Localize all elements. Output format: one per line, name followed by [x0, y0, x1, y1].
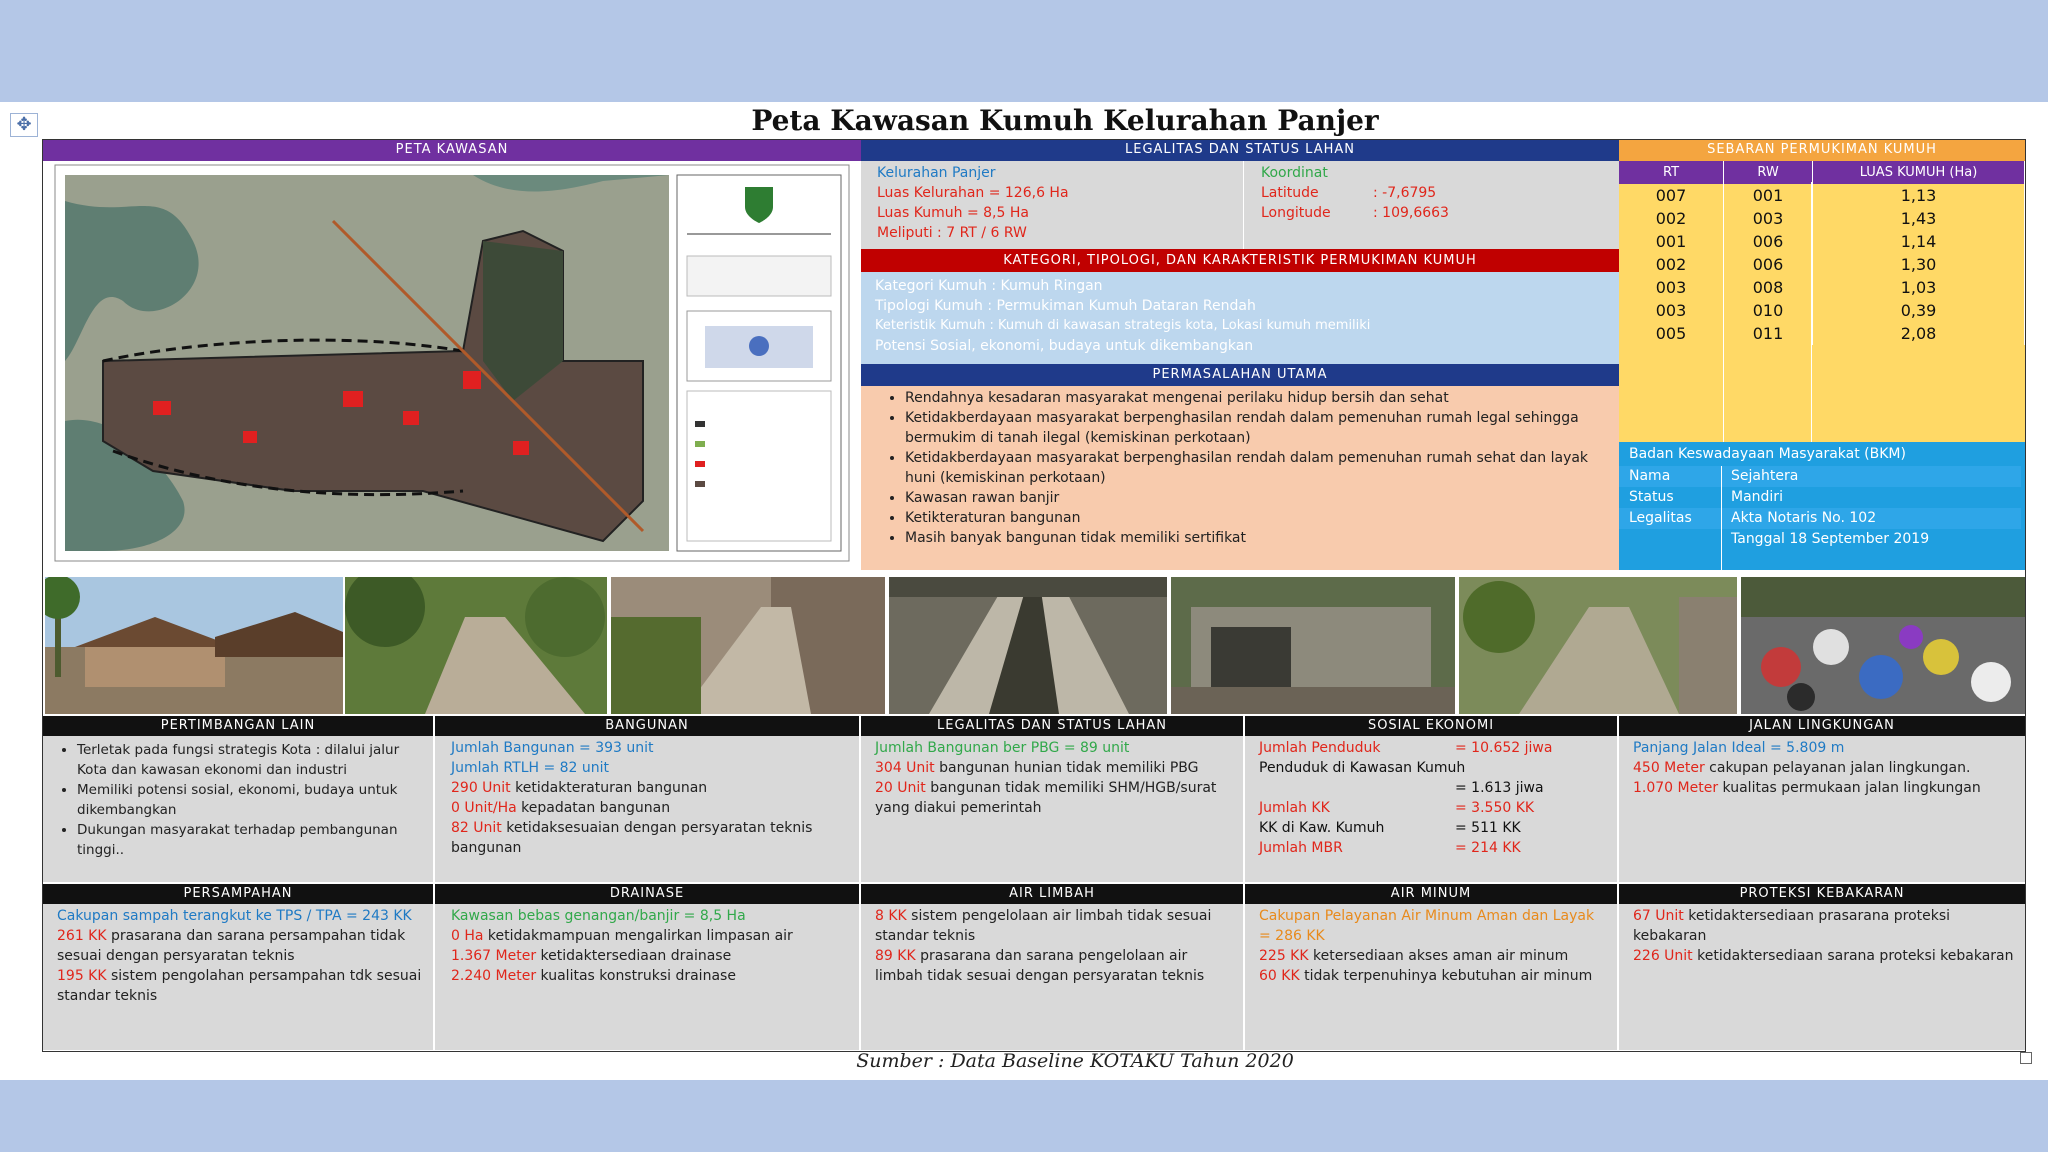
stat-desc: ketidaktersediaan prasarana proteksi kebakaran: [1633, 908, 1951, 944]
permasalahan-header: PERMASALAHAN UTAMA: [861, 364, 1619, 386]
photo-dirty-canal: [1459, 577, 1737, 714]
jumlah-rtlh: Jumlah RTLH = 82 unit: [451, 760, 610, 776]
stat-desc: sistem pengolahan persampahan tdk sesuai standar teknis: [57, 968, 422, 1004]
cakupan-sampah: Cakupan sampah terangkut ke TPS / TPA = 243 KK: [57, 908, 412, 924]
stat-value: 195 KK: [57, 968, 107, 984]
table-row: [1619, 276, 2025, 299]
luas-kumuh: Luas Kumuh = 8,5 Ha: [877, 205, 1029, 221]
move-handle-icon[interactable]: ✥: [10, 113, 38, 137]
longitude-value: : 109,6663: [1373, 205, 1449, 221]
slum-area-map: [43, 161, 861, 570]
stat-desc: kualitas permukaan jalan lingkungan: [1718, 780, 1981, 796]
sebaran-header: SEBARAN PERMUKIMAN KUMUH: [1619, 140, 2025, 161]
persampahan-panel: [43, 904, 433, 1050]
rw-cell: 006: [1724, 230, 1813, 253]
permasalahan-item: • Masih banyak bangunan tidak memiliki sertifikat: [905, 528, 1605, 548]
proteksi-panel: [1619, 904, 2025, 1050]
pkk-value: = 1.613 jiwa: [1455, 780, 1544, 796]
permasalahan-item: • Ketidakberdayaan masyarakat berpenghasilan rendah dalam pemenuhan rumah sehat dan layak huni (kemiskinan perkotaan): [905, 448, 1605, 488]
pkk-label: Penduduk di Kawasan Kumuh: [1259, 760, 1466, 776]
photo-garbage: [1741, 577, 2025, 714]
luas-kelurahan: Luas Kelurahan = 126,6 Ha: [877, 185, 1069, 201]
proteksi-header: PROTEKSI KEBAKARAN: [1619, 884, 2025, 904]
rw-cell: 010: [1724, 299, 1813, 322]
table-row: [1619, 322, 2025, 345]
air-minum-header: AIR MINUM: [1245, 884, 1617, 904]
bkm-legalitas-label: Legalitas: [1629, 510, 1692, 526]
air-limbah-panel: [861, 904, 1243, 1050]
latitude-label: Latitude: [1261, 185, 1319, 201]
penduduk-value: = 10.652 jiwa: [1455, 740, 1553, 756]
rt-cell: 007: [1619, 184, 1724, 207]
stat-desc: kualitas konstruksi drainase: [536, 968, 736, 984]
permasalahan-item: • Kawasan rawan banjir: [905, 488, 1605, 508]
luas-cell: 1,03: [1813, 276, 2025, 299]
photo-houses: [45, 577, 343, 714]
rt-cell: 003: [1619, 299, 1724, 322]
stat-desc: bangunan tidak memiliki SHM/HGB/surat yang diakui pemerintah: [875, 780, 1217, 816]
luas-cell: 2,08: [1813, 322, 2025, 345]
bangunan-pbg: Jumlah Bangunan ber PBG = 89 unit: [875, 740, 1130, 756]
kelurahan-name: Kelurahan Panjer: [877, 165, 996, 181]
photo-alley: [611, 577, 885, 714]
table-row: [1619, 299, 2025, 322]
permasalahan-item: • Rendahnya kesadaran masyarakat mengenai perilaku hidup bersih dan sehat: [905, 388, 1605, 408]
pertimbangan-item: • Terletak pada fungsi strategis Kota : dilalui jalur Kota dan kawasan ekonomi dan industri: [77, 740, 425, 780]
stat-value: 261 KK: [57, 928, 107, 944]
jumlah-bangunan: Jumlah Bangunan = 393 unit: [451, 740, 654, 756]
stat-value: 67 Unit: [1633, 908, 1684, 924]
stat-value: 225 KK: [1259, 948, 1309, 964]
cakupan-air-minum: Cakupan Pelayanan Air Minum Aman dan Layak = 286 KK: [1259, 908, 1595, 944]
stat-value: 8 KK: [875, 908, 907, 924]
sosial-panel: [1245, 736, 1617, 882]
kategori-line: Kategori Kumuh : Kumuh Ringan: [875, 278, 1103, 294]
stat-desc: sistem pengelolaan air limbah tidak sesuai standar teknis: [875, 908, 1212, 944]
luas-cell: 1,14: [1813, 230, 2025, 253]
legalitas-top-header: LEGALITAS DAN STATUS LAHAN: [861, 140, 1619, 161]
table-row: [1619, 230, 2025, 253]
permasalahan-item: • Ketikteraturan bangunan: [905, 508, 1605, 528]
luas-cell: 0,39: [1813, 299, 2025, 322]
rt-cell: 001: [1619, 230, 1724, 253]
luas-cell: 1,43: [1813, 207, 2025, 230]
stat-value: 1.367 Meter: [451, 948, 537, 964]
stat-value: 290 Unit: [451, 780, 511, 796]
jalan-header: JALAN LINGKUNGAN: [1619, 716, 2025, 736]
pertimbangan-item: • Memiliki potensi sosial, ekonomi, budaya untuk dikembangkan: [77, 780, 425, 820]
sosial-header: SOSIAL EKONOMI: [1245, 716, 1617, 736]
longitude-label: Longitude: [1261, 205, 1331, 221]
pertimbangan-panel: [43, 736, 433, 882]
bangunan-header: BANGUNAN: [435, 716, 859, 736]
stat-value: 304 Unit: [875, 760, 935, 776]
legalitas-bottom-panel: [861, 736, 1243, 882]
stat-value: 60 KK: [1259, 968, 1300, 984]
photo-drainage: [889, 577, 1167, 714]
stat-value: 0 Ha: [451, 928, 484, 944]
stat-desc: ketidakmampuan mengalirkan limpasan air: [483, 928, 793, 944]
mbr-value: = 214 KK: [1455, 840, 1521, 856]
photo-dirt-road: [345, 577, 607, 714]
bangunan-panel: [435, 736, 859, 882]
air-limbah-header: AIR LIMBAH: [861, 884, 1243, 904]
stat-desc: cakupan pelayanan jalan lingkungan.: [1704, 760, 1971, 776]
bkm-tanggal: Tanggal 18 September 2019: [1731, 531, 1930, 547]
bkm-status-value: Mandiri: [1731, 489, 1783, 505]
rw-cell: 001: [1724, 184, 1813, 207]
table-row: [1619, 253, 2025, 276]
bkm-panel: [1619, 442, 2025, 570]
latitude-value: : -7,6795: [1373, 185, 1437, 201]
stat-desc: bangunan hunian tidak memiliki PBG: [934, 760, 1199, 776]
rw-cell: 003: [1724, 207, 1813, 230]
kategori-header: KATEGORI, TIPOLOGI, DAN KARAKTERISTIK PERMUKIMAN KUMUH: [861, 249, 1619, 272]
kkk-label: KK di Kaw. Kumuh: [1259, 820, 1385, 836]
bebas-genangan: Kawasan bebas genangan/banjir = 8,5 Ha: [451, 908, 746, 924]
legalitas-top-panel: [861, 161, 1619, 249]
stat-value: 226 Unit: [1633, 948, 1693, 964]
sebaran-table: [1619, 161, 2025, 345]
col-rw: RW: [1724, 161, 1813, 184]
kkk-value: = 511 KK: [1455, 820, 1521, 836]
stat-desc: ketidaktersediaan sarana proteksi kebakaran: [1692, 948, 2014, 964]
kk-value: = 3.550 KK: [1455, 800, 1535, 816]
col-luas: LUAS KUMUH (Ha): [1813, 161, 2025, 184]
rt-cell: 003: [1619, 276, 1724, 299]
rw-cell: 006: [1724, 253, 1813, 276]
kk-label: Jumlah KK: [1259, 800, 1330, 816]
table-row: [1619, 207, 2025, 230]
infographic-frame: [42, 139, 2026, 1052]
bkm-status-label: Status: [1629, 489, 1674, 505]
drainase-header: DRAINASE: [435, 884, 859, 904]
stat-value: 89 KK: [875, 948, 916, 964]
stat-desc: ketidaktersediaan drainase: [536, 948, 732, 964]
pertimbangan-header: PERTIMBANGAN LAIN: [43, 716, 433, 736]
stat-desc: ketersediaan akses aman air minum: [1308, 948, 1569, 964]
pertimbangan-item: • Dukungan masyarakat terhadap pembangunan tinggi..: [77, 820, 425, 860]
col-rt: RT: [1619, 161, 1724, 184]
drainase-panel: [435, 904, 859, 1050]
tipologi-line: Tipologi Kumuh : Permukiman Kumuh Dataran Rendah: [875, 298, 1256, 314]
page-title: Peta Kawasan Kumuh Kelurahan Panjer: [751, 104, 1379, 137]
bkm-nama-label: Nama: [1629, 468, 1671, 484]
stat-value: 0 Unit/Ha: [451, 800, 517, 816]
permasalahan-panel: [861, 386, 1619, 570]
stat-value: 20 Unit: [875, 780, 926, 796]
penduduk-label: Jumlah Penduduk: [1259, 740, 1381, 756]
stat-desc: prasarana dan sarana persampahan tidak sesuai dengan persyaratan teknis: [57, 928, 406, 964]
stat-value: 2.240 Meter: [451, 968, 537, 984]
koordinat-label: Koordinat: [1261, 165, 1328, 181]
bkm-legalitas-value: Akta Notaris No. 102: [1731, 510, 1877, 526]
source-caption: Sumber : Data Baseline KOTAKU Tahun 2020: [856, 1050, 1294, 1072]
stat-value: 82 Unit: [451, 820, 502, 836]
sebaran-panel: [1619, 161, 2025, 442]
air-minum-panel: [1245, 904, 1617, 1050]
karakteristik-line: Keteristik Kumuh : Kumuh di kawasan strategis kota, Lokasi kumuh memiliki: [875, 318, 1371, 333]
rt-cell: 005: [1619, 322, 1724, 345]
stat-desc: ketidakteraturan bangunan: [510, 780, 708, 796]
map-panel: [43, 161, 861, 570]
persampahan-header: PERSAMPAHAN: [43, 884, 433, 904]
map-panel-header: PETA KAWASAN: [43, 140, 861, 161]
stat-value: 1.070 Meter: [1633, 780, 1719, 796]
legalitas-bottom-header: LEGALITAS DAN STATUS LAHAN: [861, 716, 1243, 736]
panjang-jalan: Panjang Jalan Ideal = 5.809 m: [1633, 740, 1845, 756]
bkm-header: Badan Keswadayaan Masyarakat (BKM): [1629, 446, 1906, 462]
mbr-label: Jumlah MBR: [1259, 840, 1343, 856]
photo-wall: [1171, 577, 1455, 714]
luas-cell: 1,30: [1813, 253, 2025, 276]
stat-value: 450 Meter: [1633, 760, 1705, 776]
stat-desc: prasarana dan sarana pengelolaan air limbah tidak sesuai dengan persyaratan teknis: [875, 948, 1205, 984]
rw-cell: 008: [1724, 276, 1813, 299]
jalan-panel: [1619, 736, 2025, 882]
bkm-nama-value: Sejahtera: [1731, 468, 1799, 484]
resize-handle-icon[interactable]: [2020, 1052, 2032, 1064]
rw-cell: 011: [1724, 322, 1813, 345]
rt-cell: 002: [1619, 253, 1724, 276]
permasalahan-item: • Ketidakberdayaan masyarakat berpenghasilan rendah dalam pemenuhan rumah legal sehingga bermukim di tanah ilegal (kemiskinan perkotaan): [905, 408, 1605, 448]
stat-desc: kepadatan bangunan: [516, 800, 671, 816]
potensi-line: Potensi Sosial, ekonomi, budaya untuk dikembangkan: [875, 338, 1254, 354]
stat-desc: ketidaksesuaian dengan persyaratan teknis bangunan: [451, 820, 813, 856]
table-row: [1619, 184, 2025, 207]
meliputi: Meliputi : 7 RT / 6 RW: [877, 225, 1027, 241]
luas-cell: 1,13: [1813, 184, 2025, 207]
stat-desc: tidak terpenuhinya kebutuhan air minum: [1299, 968, 1593, 984]
kategori-panel: [861, 272, 1619, 364]
rt-cell: 002: [1619, 207, 1724, 230]
